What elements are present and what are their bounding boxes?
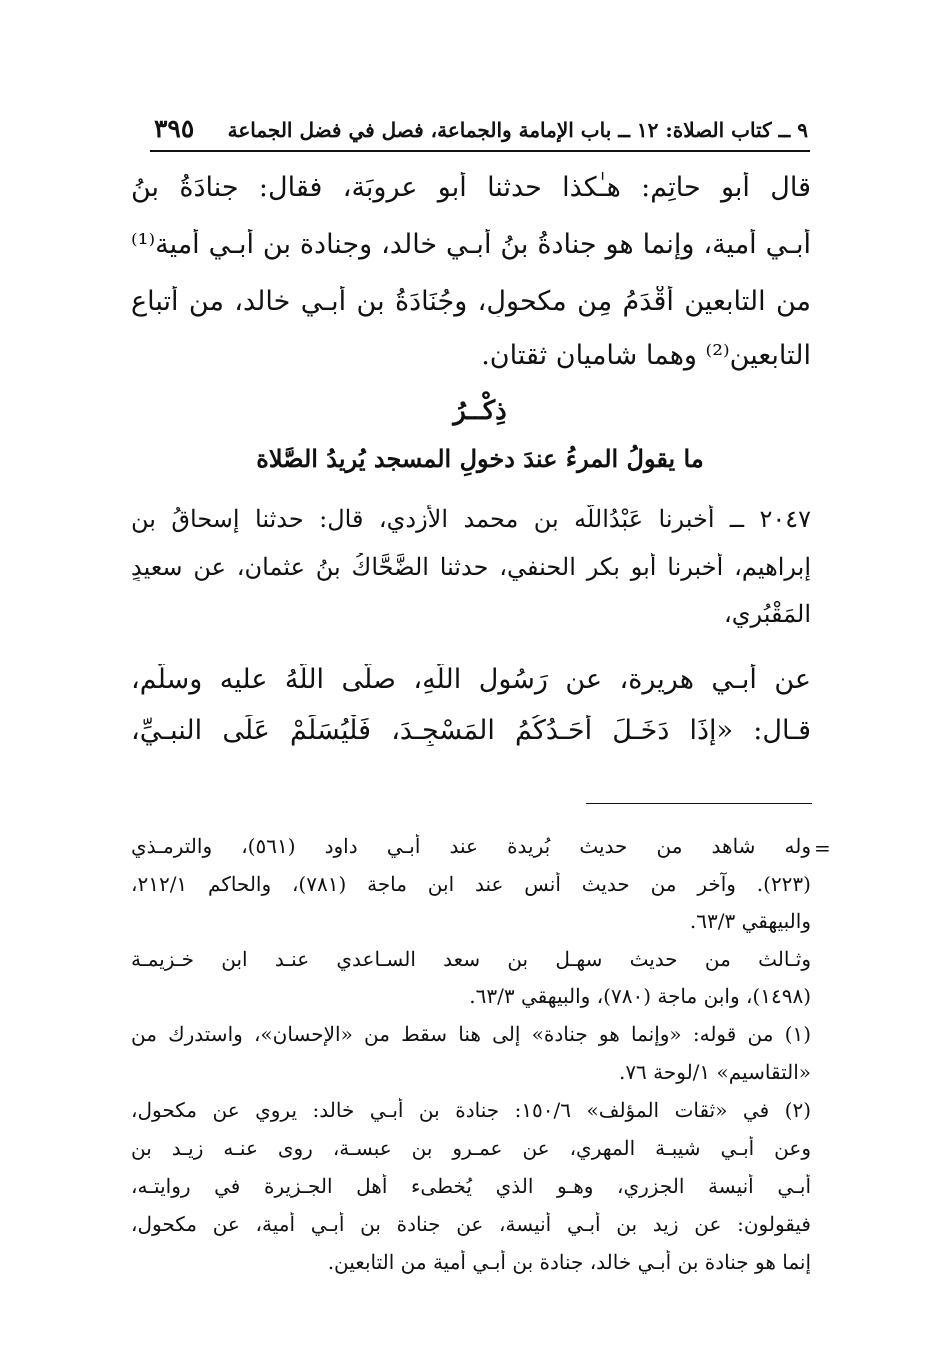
hadith-matn-line: قـال: «إذَا دَخَـلَ أَحَـدُكُمُ المَسْجِـدَ، فَلْيُسَلِّمْ عَلَى النبـيِّ، (131, 715, 811, 746)
section-subtitle: ما يقولُ المرءُ عندَ دخولِ المسجد يُريدُ الصَّلاة (256, 444, 704, 473)
footnote-line: وثـالث من حديث سهـل بن سعد السـاعدي عنـد ابن خـزيمـة (131, 947, 811, 971)
hadith-isnad-line: ٢٠٤٧ ــ أخبرنا عَبْدُاللَّه بن محمد الأزدي، قال: حدثنا إسحاقُ بن (131, 505, 811, 533)
footnote-line: وله شاهد من حديث بُريدة عند أبـي داود (٥٦١)، والترمـذي (131, 834, 811, 858)
footnote-line: «التقاسيم» ١/لوحة ٧٦. (618, 1060, 811, 1084)
hadith-isnad-line: إبراهيم، أخبرنا أبو بكر الحنفي، حدثنا الضَّحَّاكُ بنُ عثمان، عن سعيدٍ (131, 553, 811, 581)
footnote-line: (٢٢٣). وآخر من حديث أنس عند ابن ماجة (٧٨١)، والحاكم ٢١٢/١، (131, 872, 811, 896)
page-number: ٣٩٥ (154, 114, 195, 143)
body-line: أبـي أمية، وإنما هو جنادةُ بنُ أبـي خالد، وجنادة بن أبـي أمية⁽¹⁾ (131, 229, 811, 260)
footnote-separator (586, 803, 812, 804)
footnote-line: وعن أبـي شيبـة المهري، عن عمـرو بن عبسـة، روى عنـه زيـد بن (131, 1136, 811, 1160)
footnote-line: إنما هو جنادة بن أبـي خالد، جنادة بن أبـي أمية من التابعين. (327, 1250, 811, 1274)
hadith-matn-line: عن أبـي هريرة، عن رَسُولِ اللَّهِ، صلَّى اللَّهُ عليه وسلَّم، (131, 664, 811, 695)
section-title: ذِكْــرُ (453, 396, 507, 426)
footnote-line: والبيهقي ٦٣/٣. (689, 909, 811, 933)
footnote-line: أبـي أُنيسة الجزري، وهـو الذي يُخطىء أهل الجـزيرة في روايتـه، (131, 1174, 811, 1198)
footnote-line: (٢) في «ثقات المؤلف» ١٥٠/٦: جنادة بن أبـي خالد: يروي عن مكحول، (131, 1098, 811, 1122)
footnote-continuation-mark: = (814, 836, 831, 860)
footnote-line: فيقولون: عن زيد بن أبـي أنيسة، عن جنادة بن أبـي أمية، عن مكحول، (131, 1212, 811, 1236)
footnote-line: (١٤٩٨)، وابن ماجة (٧٨٠)، والبيهقي ٦٣/٣. (469, 984, 811, 1008)
footnote-line: (١) من قوله: «وإنما هو جنادة» إلى هنا سقط من «الإحسان»، واستدرك من (131, 1022, 811, 1046)
hadith-isnad-line: المَقْبُري، (723, 600, 811, 628)
body-line: من التابعين أقْدَمُ مِن مكحولٍ، وجُنَادَةُ بن أبـي خالد، من أتباعِ (131, 286, 811, 317)
running-header (150, 110, 810, 152)
body-line: قال أبو حاتِم: هـٰكذا حدثنا أبو عروبَة، فقال: جنادَةُ بنُ (131, 172, 811, 203)
running-title: ٩ ــ كتاب الصلاة: ١٢ ــ باب الإمامة والجماعة، فصل في فضل الجماعة (227, 118, 808, 142)
body-line: التابعين⁽²⁾ وهما شاميان ثقتان. (481, 340, 811, 371)
